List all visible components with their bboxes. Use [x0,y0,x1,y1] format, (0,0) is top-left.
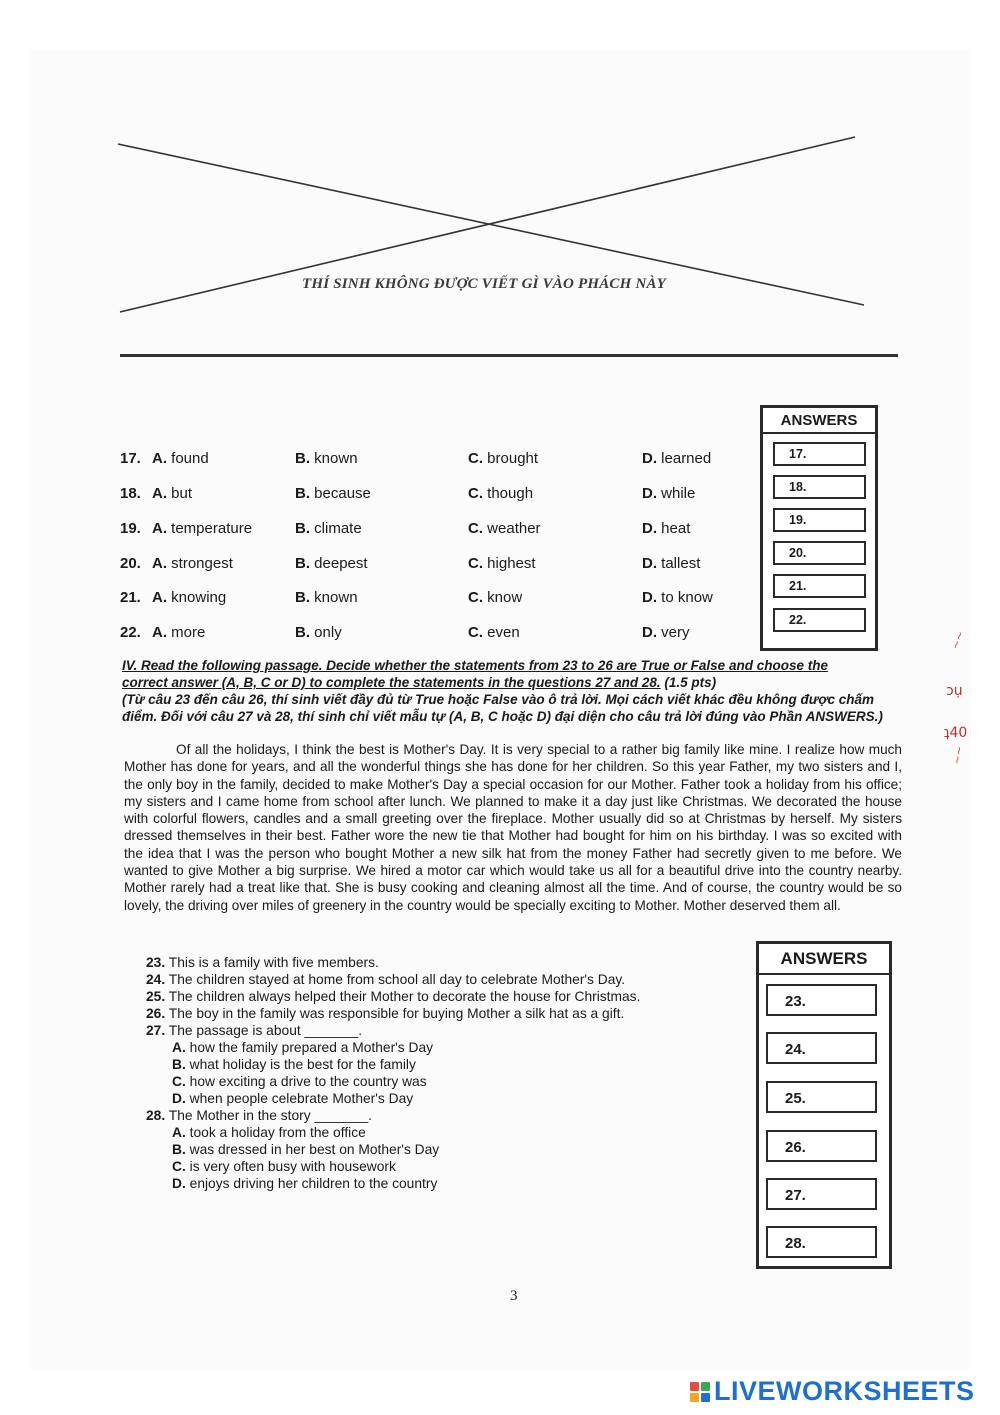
option-letter: B. [295,555,310,572]
option-text: when people celebrate Mother's Day [185,1091,414,1106]
option-d [642,485,695,502]
option-d [642,624,690,641]
option-c [468,555,536,572]
option-text: while [661,485,696,502]
option-letter: B. [172,1142,186,1157]
margin-stamp-marks [940,625,990,775]
option-text: took a holiday from the office [185,1125,366,1140]
option-c [468,520,541,537]
question-row [120,450,740,472]
option-text: only [314,624,342,641]
option-letter: B. [172,1057,186,1072]
option-c [468,624,520,641]
option-c [468,485,533,502]
option-b [295,485,371,502]
logo-text: LIVEWORKSHEETS [714,1376,975,1406]
section-iv-points: (1.5 pts) [660,675,717,690]
logo-tiles-icon [690,1382,710,1402]
question-number: 22. [120,624,141,641]
question-option [172,1073,427,1090]
option-text: because [314,485,371,502]
option-text: how the family prepared a Mother's Day [185,1040,434,1055]
option-letter: D. [642,520,657,537]
option-letter: D. [642,450,657,467]
option-b [295,450,358,467]
option-letter: A. [172,1040,186,1055]
svg-text:ɔụ: ɔụ [946,683,963,699]
question-row [120,624,740,646]
question-option [172,1175,437,1192]
option-text: learned [661,450,712,467]
option-a [152,555,233,572]
option-letter: D. [642,624,657,641]
statement-item [146,971,625,988]
reading-passage: Of all the holidays, I think the best is Mother's Day. It is very special to a rather big family like mine. I realize how much Mother has done for years, and all the wonderful things she has done for her children. So this year Father, my two sisters and I, the only boy in the family, decided to make Mother's Day a special occasion for our Mother. Father took a holiday from his office; my sisters and I came home from school after lunch. We planned to make it a day just like Christmas. We decorated the house with colorful flowers, candles and a small greeting over the fireplace. Mother usually did so at Christmas by herself. My sisters dressed themselves in their best. Father wore the new tie that Mother had bought for him on his birthday. I was so excited with the idea that I was the person who bought Mother a new silk hat from the money Father had secretly given to me before. We wanted to give Mother a big surprise. We hired a motor car which would take us all for a beautiful drive into the country nearby. Mother rarely had a treat like that. She is busy cooking and cleaning almost all the time. And of course, the country would be so lovely, the driving over miles of greenery in the country would be specially exciting to Mother. Mother deserved them all. [124,742,902,913]
question-number: 17. [120,450,141,467]
answer-box[interactable]: 23. [766,984,877,1016]
option-letter: A. [152,485,167,502]
option-letter: A. [152,450,167,467]
answer-box[interactable]: 18. [773,475,866,499]
question-row [120,485,740,507]
option-text: tallest [661,555,701,572]
option-text: brought [487,450,539,467]
option-letter: A. [152,624,167,641]
option-b [295,520,362,537]
option-text: found [171,450,209,467]
answers-title: ANSWERS [780,949,868,968]
option-letter: B. [295,589,310,606]
question-number: 28. [146,1108,166,1123]
question-q28 [146,1107,372,1124]
option-text: highest [487,555,536,572]
option-text: though [487,485,534,502]
option-letter: C. [172,1074,186,1089]
option-letter: B. [295,624,310,641]
option-text: enjoys driving her children to the country [185,1176,438,1191]
option-letter: C. [468,555,483,572]
option-text: deepest [314,555,368,572]
section-divider [120,354,898,357]
question-number: 19. [120,520,141,537]
answers-title-rule [763,432,875,434]
question-stem: The Mother in the story _______. [165,1108,373,1123]
no-writing-banner: THÍ SINH KHÔNG ĐƯỢC VIẾT GÌ VÀO PHÁCH NÀY [302,276,667,292]
option-letter: A. [152,555,167,572]
answer-box[interactable]: 26. [766,1130,877,1162]
option-text: heat [661,520,691,537]
option-text: how exciting a drive to the country was [185,1074,427,1089]
option-letter: C. [468,624,483,641]
option-text: climate [314,520,362,537]
statement-item [146,988,640,1005]
option-letter: C. [172,1159,186,1174]
option-text: was dressed in her best on Mother's Day [185,1142,440,1157]
answer-box[interactable]: 25. [766,1081,877,1113]
section-iv-heading-line2: correct answer (A, B, C or D) to complete the statements in the questions 27 and 28. [122,675,661,690]
option-letter: A. [152,589,167,606]
question-option [172,1056,416,1073]
statement-text: This is a family with five members. [165,955,379,970]
question-option [172,1141,439,1158]
section-iv-heading [122,657,902,725]
option-b [295,555,368,572]
answer-box[interactable]: 19. [773,508,866,532]
question-row [120,520,740,542]
page-number: 3 [510,1288,518,1304]
option-a [152,485,192,502]
question-option [172,1158,396,1175]
question-option [172,1124,366,1141]
option-letter: B. [295,450,310,467]
option-text: is very often busy with housework [185,1159,396,1174]
statement-text: The children stayed at home from school all day to celebrate Mother's Day. [165,972,626,987]
option-letter: C. [468,520,483,537]
option-text: weather [487,520,541,537]
question-number: 21. [120,589,141,606]
option-text: known [314,450,358,467]
statement-number: 26. [146,1006,166,1021]
option-letter: A. [152,520,167,537]
option-a [152,624,205,641]
option-text: very [661,624,690,641]
statement-number: 24. [146,972,166,987]
option-text: more [171,624,206,641]
section-iv-instruction: (Từ câu 23 đến câu 26, thí sinh viết đầy đủ từ True hoặc False vào ô trả lời. Mọi cách viết khác đều không được chấm điểm. Đối với câu 27 và 28, thí sinh chỉ viết mẫu tự (A, B, C hoặc D) đại diện cho câu trả lời đúng vào Phần ANSWERS.) [122,692,883,724]
section-iv-heading-line1: IV. Read the following passage. Decide whether the statements from 23 to 26 are True or False and choose the [122,658,828,673]
answer-box[interactable]: 27. [766,1178,877,1210]
statement-number: 25. [146,989,166,1004]
answers-title: ANSWERS [780,412,858,429]
option-letter: C. [468,589,483,606]
answers-title-rule [759,973,889,975]
option-text: even [487,624,520,641]
question-row [120,589,740,611]
answer-box[interactable]: 20. [773,541,866,565]
option-text: what holiday is the best for the family [185,1057,416,1072]
option-letter: D. [642,589,657,606]
option-text: know [487,589,523,606]
svg-text:ʇ40: ʇ40 [944,725,968,741]
statement-item [146,954,379,971]
statement-number: 23. [146,955,166,970]
statement-text: The boy in the family was responsible for buying Mother a silk hat as a gift. [165,1006,625,1021]
question-number: 27. [146,1023,166,1038]
option-text: but [171,485,193,502]
answer-box[interactable]: 24. [766,1032,877,1064]
option-text: knowing [171,589,227,606]
option-a [152,450,209,467]
svg-text:~~: ~~ [948,629,968,652]
option-letter: D. [172,1176,186,1191]
option-letter: A. [172,1125,186,1140]
question-number: 18. [120,485,141,502]
option-letter: C. [468,450,483,467]
option-d [642,450,711,467]
option-d [642,555,700,572]
answer-box[interactable]: 17. [773,442,866,466]
cross-out-lines [0,0,1000,380]
option-b [295,624,342,641]
statement-item [146,1005,624,1022]
option-letter: D. [642,485,657,502]
svg-text:~~: ~~ [950,745,967,766]
option-letter: D. [172,1091,186,1106]
question-q27 [146,1022,362,1039]
option-letter: D. [642,555,657,572]
option-a [152,520,252,537]
question-number: 20. [120,555,141,572]
option-b [295,589,358,606]
liveworksheets-logo [690,1376,975,1407]
statement-text: The children always helped their Mother to decorate the house for Christmas. [165,989,641,1004]
option-a [152,589,226,606]
question-row [120,555,740,577]
question-option [172,1039,433,1056]
option-text: temperature [171,520,253,537]
option-c [468,450,538,467]
answer-box[interactable]: 21. [773,574,866,598]
answer-box[interactable]: 28. [766,1226,877,1258]
option-text: strongest [171,555,233,572]
answers-panel-17-22 [760,405,878,651]
option-text: known [314,589,358,606]
option-c [468,589,522,606]
question-stem: The passage is about _______. [165,1023,363,1038]
question-option [172,1090,413,1107]
answer-box[interactable]: 22. [773,608,866,632]
option-text: to know [661,589,713,606]
option-letter: B. [295,520,310,537]
answers-panel-23-28 [756,941,892,1269]
option-letter: C. [468,485,483,502]
option-letter: B. [295,485,310,502]
option-d [642,520,690,537]
option-d [642,589,713,606]
